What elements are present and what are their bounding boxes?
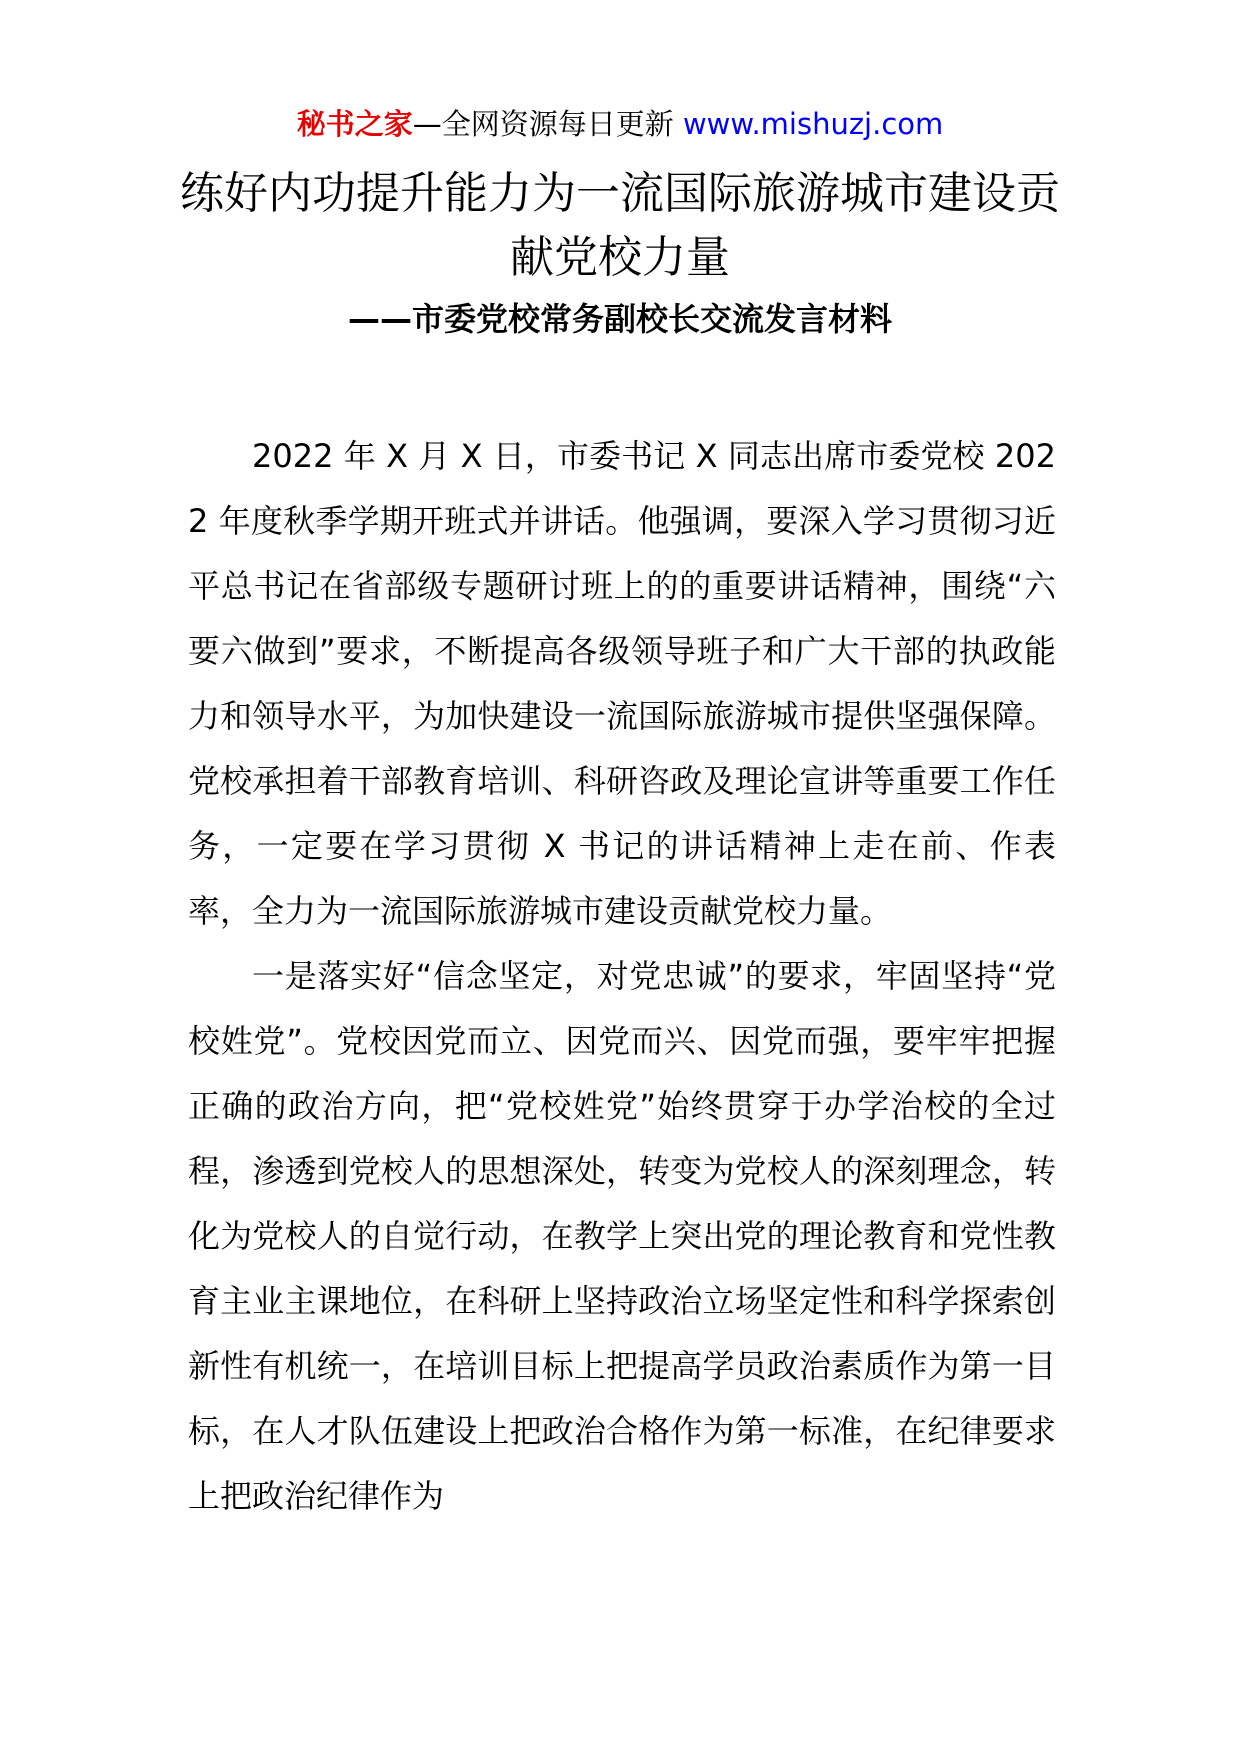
brand-name: 秘书之家 [296, 107, 413, 141]
site-header [0, 104, 1240, 144]
body-paragraph: 一是落实好“信念坚定，对党忠诚”的要求，牢固坚持“党校姓党”。党校因党而立、因党而兴、因党而强，要牢牢把握正确的政治方向，把“党校姓党”始终贯穿于办学治校的全过程，渗透到党校人的思想深处，转变为党校人的深刻理念，转化为党校人的自觉行动，在教学上突出党的理论教育和党性教育主业主课地位，在科研上坚持政治立场坚定性和科学探索创新性有机统一，在培训目标上把提高学员政治素质作为第一目标，在人才队伍建设上把政治合格作为第一标准，在纪律要求上把政治纪律作为 [188, 957, 1056, 1515]
body-paragraph: 2022 年 X 月 X 日，市委书记 X 同志出席市委党校 2022 年度秋季学期开班式并讲话。他强调，要深入学习贯彻习近平总书记在省部级专题研讨班上的的重要讲话精神，围绕“六要六做到”要求，不断提高各级领导班子和广大干部的执政能力和领导水平，为加快建设一流国际旅游城市提供坚强保障。党校承担着干部教育培训、科研咨政及理论宣讲等重要工作任务，一定要在学习贯彻 X 书记的讲话精神上走在前、作表率，全力为一流国际旅游城市建设贡献党校力量。 [188, 437, 1056, 930]
document-subtitle: ——市委党校常务副校长交流发言材料 [347, 300, 892, 338]
document-title: 练好内功提升能力为一流国际旅游城市建设贡献党校力量 [180, 168, 1060, 283]
header-tagline: —全网资源每日更新 [412, 107, 674, 141]
site-url-link[interactable]: www.mishuzj.com [682, 107, 944, 141]
document-body [188, 424, 1056, 1529]
